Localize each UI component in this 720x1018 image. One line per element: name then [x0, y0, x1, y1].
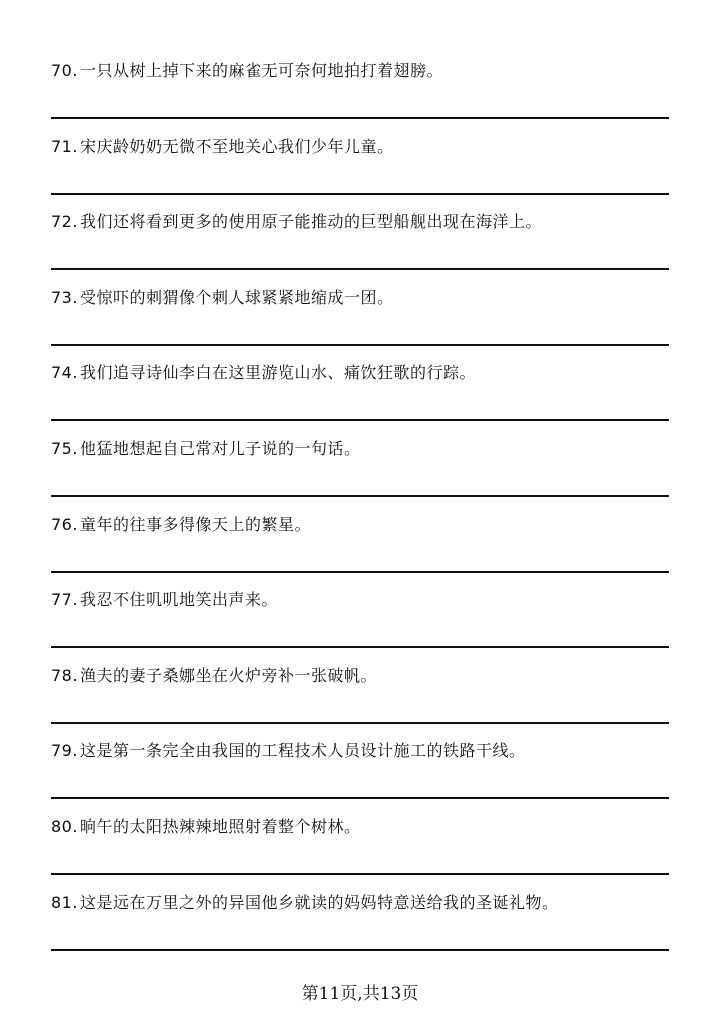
- question-sentence: 我们追寻诗仙李白在这里游览山水、痛饮狂歌的行踪。: [79, 363, 476, 383]
- question-sentence: 渔夫的妻子桑娜坐在火炉旁补一张破帆。: [79, 665, 377, 685]
- question-text: [51, 662, 377, 690]
- question-sentence: 晌午的太阳热辣辣地照射着整个树林。: [79, 816, 361, 836]
- answer-line[interactable]: [51, 193, 669, 195]
- question-number: 71.: [51, 136, 78, 156]
- question-text: [51, 586, 278, 614]
- question-text: [51, 813, 360, 841]
- question-sentence: 一只从树上掉下来的麻雀无可奈何地拍打着翅膀。: [79, 61, 443, 80]
- question-number: 72.: [51, 212, 78, 232]
- question-text: [51, 737, 525, 765]
- question-text: [51, 889, 558, 917]
- answer-line[interactable]: [51, 797, 669, 799]
- question-number: 79.: [51, 741, 78, 761]
- answer-line[interactable]: [51, 646, 669, 648]
- exercise-list: [51, 53, 669, 960]
- question-number: 74.: [51, 363, 78, 383]
- exercise-item: [51, 129, 669, 205]
- exercise-item: [51, 885, 669, 961]
- question-text: [51, 435, 360, 463]
- question-text: [51, 359, 476, 387]
- exercise-item: [51, 53, 669, 129]
- answer-line[interactable]: [51, 419, 669, 421]
- question-number: 73.: [51, 287, 78, 307]
- question-text: [51, 57, 443, 85]
- answer-line[interactable]: [51, 949, 669, 951]
- question-number: 78.: [51, 665, 78, 685]
- question-text: [51, 133, 393, 161]
- question-number: 77.: [51, 590, 78, 610]
- question-sentence: 这是远在万里之外的异国他乡就读的妈妈特意送给我的圣诞礼物。: [79, 892, 559, 912]
- question-sentence: 受惊吓的刺猬像个刺人球紧紧地缩成一团。: [79, 287, 394, 307]
- question-number: 70.: [51, 61, 78, 80]
- exercise-item: [51, 809, 669, 885]
- answer-line[interactable]: [51, 268, 669, 270]
- exercise-item: [51, 582, 669, 658]
- question-sentence: 童年的往事多得像天上的繁星。: [79, 514, 311, 534]
- question-sentence: 他猛地想起自己常对儿子说的一句话。: [79, 438, 361, 458]
- exercise-item: [51, 355, 669, 431]
- answer-line[interactable]: [51, 117, 669, 119]
- exercise-item: [51, 733, 669, 809]
- question-text: [51, 511, 311, 539]
- answer-line[interactable]: [51, 344, 669, 346]
- question-number: 75.: [51, 438, 78, 458]
- exercise-item: [51, 280, 669, 356]
- question-sentence: 这是第一条完全由我国的工程技术人员设计施工的铁路干线。: [79, 741, 526, 761]
- question-sentence: 宋庆龄奶奶无微不至地关心我们少年儿童。: [79, 136, 394, 156]
- answer-line[interactable]: [51, 722, 669, 724]
- question-text: [51, 208, 542, 236]
- answer-line[interactable]: [51, 873, 669, 875]
- answer-line[interactable]: [51, 495, 669, 497]
- page-indicator: 第11页,共13页: [301, 984, 419, 1004]
- question-sentence: 我们还将看到更多的使用原子能推动的巨型船舰出现在海洋上。: [79, 212, 542, 232]
- question-number: 80.: [51, 816, 78, 836]
- exercise-item: [51, 658, 669, 734]
- exercise-item: [51, 507, 669, 583]
- exercise-item: [51, 431, 669, 507]
- question-number: 76.: [51, 514, 78, 534]
- question-text: [51, 284, 393, 312]
- question-sentence: 我忍不住叽叽地笑出声来。: [79, 590, 278, 610]
- answer-line[interactable]: [51, 571, 669, 573]
- exercise-item: [51, 204, 669, 280]
- question-number: 81.: [51, 892, 78, 912]
